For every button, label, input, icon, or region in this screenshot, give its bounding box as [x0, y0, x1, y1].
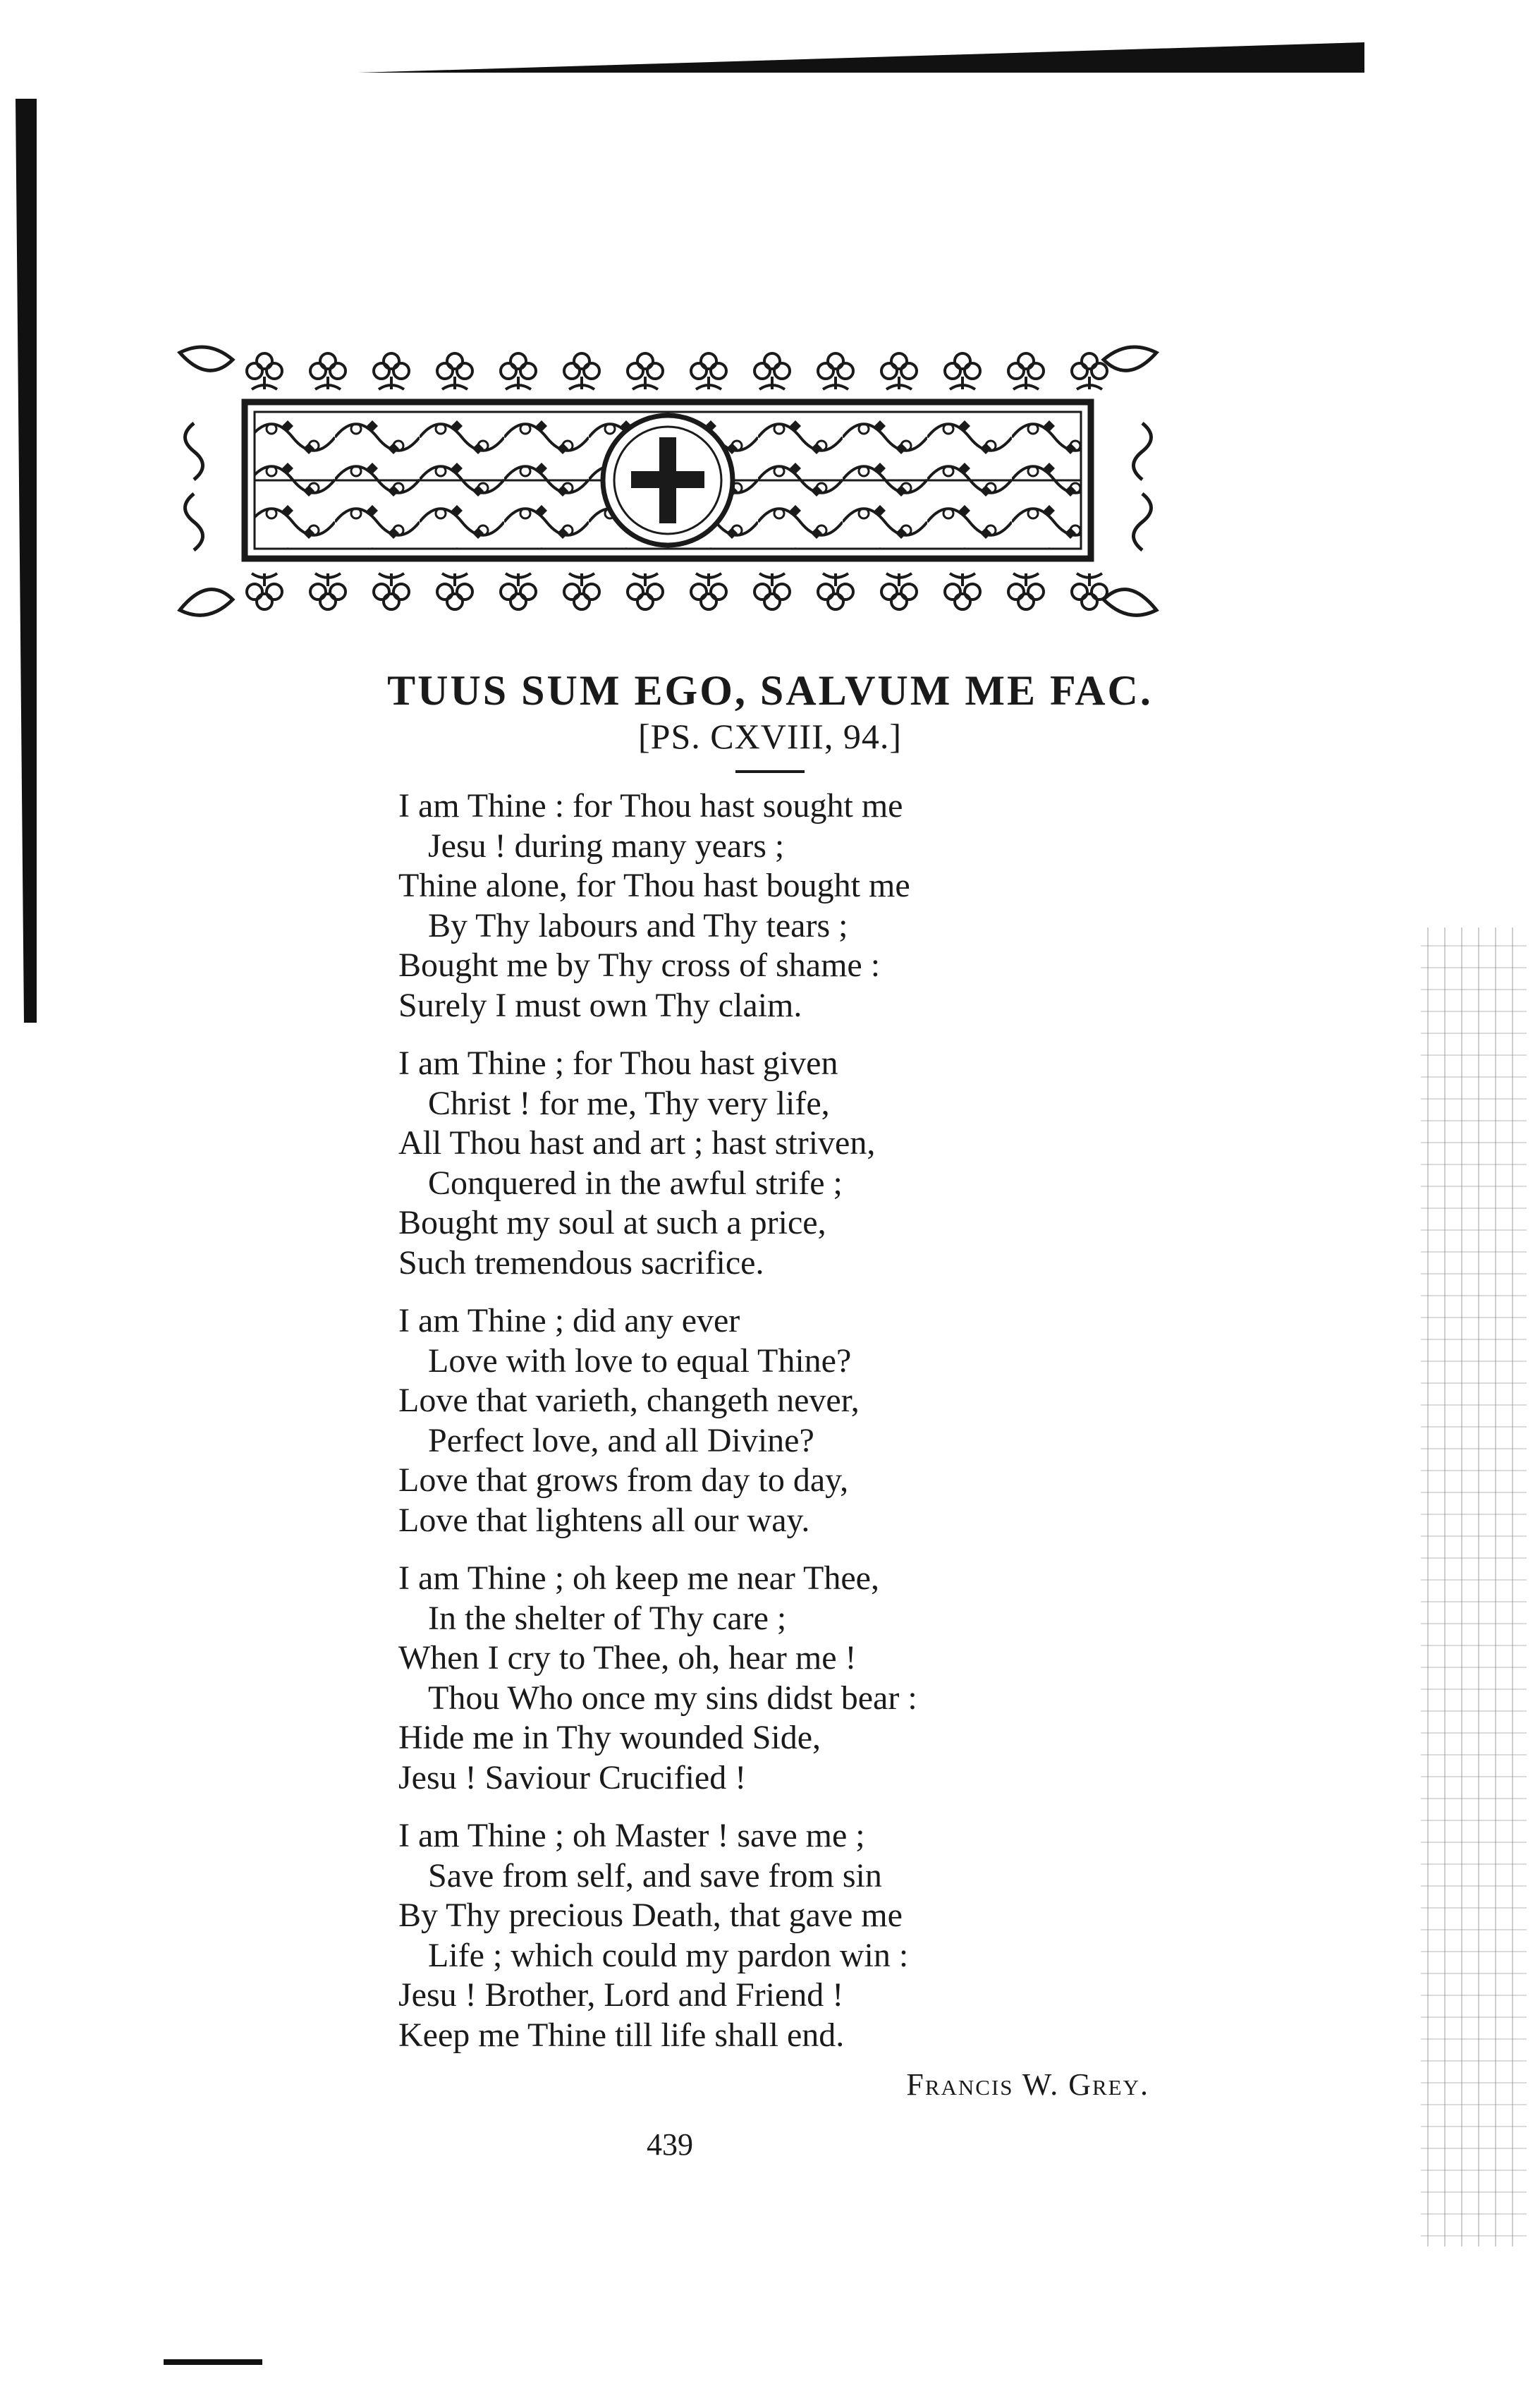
- poem-line: Christ ! for me, Thy very life,: [428, 1084, 830, 1122]
- poem-line: Love with love to equal Thine?: [428, 1341, 852, 1380]
- poem-line: Life ; which could my pardon win :: [428, 1936, 909, 1974]
- poem-title: TUUS SUM EGO, SALVUM ME FAC.: [387, 667, 1153, 714]
- poem-line: Love that lightens all our way.: [398, 1501, 810, 1539]
- poem-line: In the shelter of Thy care ;: [428, 1599, 787, 1637]
- trefoil-row-top: [247, 353, 1107, 389]
- poem-line: Thine alone, for Thou hast bought me: [398, 867, 910, 904]
- poem-line: Jesu ! Brother, Lord and Friend !: [398, 1976, 844, 2014]
- poem-line: Jesu ! Saviour Crucified !: [398, 1758, 747, 1796]
- author-signature: Francis W. Grey.: [906, 2067, 1149, 2102]
- stanza: [398, 786, 1315, 1026]
- poem-line: I am Thine : for Thou hast sought me: [398, 787, 903, 825]
- poem-line: Conquered in the awful strife ;: [428, 1164, 843, 1202]
- poem-line: Thou Who once my sins didst bear :: [428, 1679, 917, 1717]
- psalm-reference: [PS. CXVIII, 94.]: [638, 717, 902, 756]
- stanza: [398, 1559, 1315, 1798]
- poem-line: Save from self, and save from sin: [428, 1856, 882, 1894]
- poem-line: Perfect love, and all Divine?: [428, 1421, 814, 1459]
- scan-edge-top: [321, 42, 1364, 93]
- poem-line: When I cry to Thee, oh, hear me !: [398, 1639, 857, 1677]
- poem-line: I am Thine ; did any ever: [398, 1302, 740, 1339]
- poem-line: Surely I must own Thy claim.: [398, 986, 802, 1024]
- scan-noise-right: [1421, 927, 1527, 2246]
- poem-line: I am Thine ; oh keep me near Thee,: [398, 1559, 879, 1597]
- poem-line: Keep me Thine till life shall end.: [398, 2016, 845, 2054]
- ornamental-headpiece: [166, 331, 1171, 628]
- poem-body: [398, 786, 1315, 2074]
- poem-line: Bought my soul at such a price,: [398, 1204, 826, 1241]
- poem-line: By Thy precious Death, that gave me: [398, 1897, 903, 1934]
- poem-line: All Thou hast and art ; hast striven,: [398, 1124, 876, 1162]
- trefoil-row-bottom: [247, 573, 1107, 609]
- scan-edge-left: [16, 99, 37, 1023]
- poem-line: Hide me in Thy wounded Side,: [398, 1719, 821, 1756]
- divider-rule: [735, 770, 805, 773]
- page-number: 439: [647, 2127, 693, 2162]
- poem-line: Love that varieth, changeth never,: [398, 1382, 860, 1419]
- stanza: [398, 1816, 1315, 2055]
- poem-line: I am Thine ; oh Master ! save me ;: [398, 1817, 865, 1854]
- stanza: [398, 1044, 1315, 1283]
- poem-line: I am Thine ; for Thou hast given: [398, 1045, 838, 1082]
- scan-edge-bottom: [164, 2359, 262, 2365]
- poem-line: Such tremendous sacrifice.: [398, 1243, 764, 1282]
- poem-line: Jesu ! during many years ;: [428, 827, 785, 865]
- poem-line: By Thy labours and Thy tears ;: [428, 906, 848, 944]
- stanza: [398, 1301, 1315, 1540]
- poem-line: Love that grows from day to day,: [398, 1461, 849, 1499]
- poem-line: Bought me by Thy cross of shame :: [398, 947, 881, 984]
